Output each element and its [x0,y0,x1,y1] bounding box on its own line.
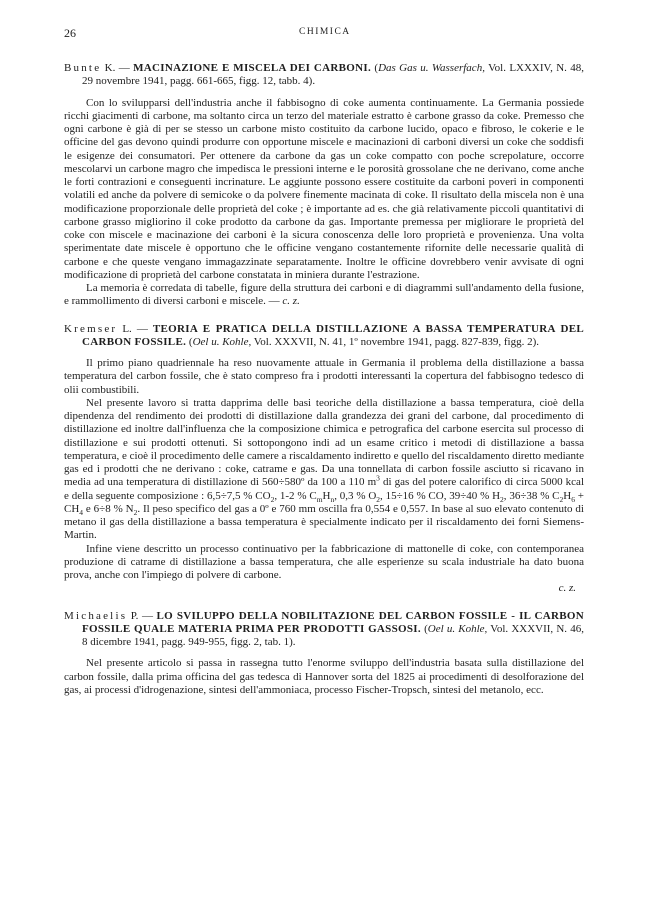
article-title: LO SVILUPPO DELLA NOBILITAZIONE DEL CARBON FOSSILE - IL CARBON FOSSILE QUALE MATERIA PRIMA PER PRODOTTI GASSOSI. [82,609,584,635]
article-column [64,62,584,697]
citation-details: Vol. LXXXIV, N. 48, 29 novembre 1941, pagg. 661-665, figg. 12, tabb. 4). [82,62,585,88]
body-paragraph [64,397,584,543]
paragraph-text: e 6÷8 % N [83,502,134,515]
subscript: n [330,494,335,504]
section-title: CHIMICA [299,27,351,37]
paragraph-text: , 0,3 % O [334,489,377,502]
paragraph-text: , 1-2 % C [274,489,317,502]
subscript: 2 [559,494,564,504]
paragraph-text: H [563,489,572,502]
journal-name: Oel u. Kohle, [427,622,488,635]
paragraph-text: . Il peso specifico del gas a 0º e 760 mm oscilla fra 0,554 e 0,557. In base al suo elevato contenuto di metano il gas della distillazione a bassa temperatura è specialmente indicato per il riscaldamento dei forni Siemens-Martin. [64,502,584,542]
author-initial: L. — [117,322,153,335]
page-number: 26 [64,26,76,40]
author-initial: P. — [127,609,157,622]
abstract-entry [64,323,584,596]
entry-heading [64,62,584,89]
subscript: 6 [571,494,575,504]
author-name: Kremser [64,322,118,335]
journal-name: Oel u. Kohle, [192,335,252,348]
body-paragraph: Con lo svilupparsi dell'industria anche il fabbisogno di coke aumenta continuamente. La Germania possiede ricchi giacimenti di carbone, ma soltanto circa un terzo del materiale estratto è carbone grasso da coke. Premesso che ogni carbone è già di per se stesso un carbone misto costituito da carbone lucido, opaco e fibroso, le cokerie e le officine del gas devono quindi produrre con opportune miscele e macinazioni di carboni diversi un coke che soddisfi le esigenze dei consumatori. Per ottenere da carbone da gas un coke compatto con poche screpolature, occorre mescolarvi un carbone magro che impedisca le pressioni interne e le porosità grossolane che ne derivano, come anche le forti contrazioni e conseguenti incrinature. Le aggiunte possono essere costituite da carboni poveri in componenti volatili ed anche da polvere di semicoke o da polvere finemente macinata di coke. Il risultato della miscela non è una modificazione proporzionale delle proprietà del coke ; è importante ad es. che già relativamente piccoli quantitativi di carbone grasso migliorino il coke prodotto da carbone da gas. Importante premessa per migliorare le proprietà del coke con miscele e macinazione dei carboni è la sicura conoscenza delle loro proprietà e provenienza. Una volta sperimentate date miscele è opportuno che le officine vengano costantemente rifornite delle necessarie qualità di carbone e che queste vengano immagazzinate separatamente. Inoltre le officine dovrebbero venir avvisate di ogni modificazione di proprietà del carbone constatata in miniera durante l'estrazione. [64,96,584,281]
paragraph-text: H [322,489,331,502]
citation-details: Vol. XXXVII, N. 41, 1º novembre 1941, pagg. 827-839, figg. 2). [251,335,539,348]
entry-heading [64,610,584,650]
author-name: Bunte [64,62,102,74]
subscript: 2 [270,494,275,504]
subscript: 2 [376,494,381,504]
body-paragraph [64,282,584,309]
paragraph-text: di gas del potere calorifico di circa 5000 kcal e della seguente composizione : 6,5÷7,5 % CO [64,476,584,502]
abstract-entry [64,62,584,309]
paragraph-text: + CH [64,489,584,515]
citation: (Oel u. Kohle, Vol. XXXVII, N. 41, 1º novembre 1941, pagg. 827-839, figg. 2). [188,335,539,348]
subscript: 2 [500,494,504,504]
author-initial: K. — [101,62,134,74]
superscript: 3 [376,473,380,483]
article-title: TEORIA E PRATICA DELLA DISTILLAZIONE A BASSA TEMPERATURA DEL CARBON FOSSILE. [82,322,584,348]
paragraph-text: La memoria è corredata di tabelle, figure della struttura dei carboni e di diagrammi sull'andamento della fusione, e rammollimento di diversi carboni e miscele. — [64,282,584,308]
signature-line [64,582,584,595]
entry-heading [64,323,584,350]
body-paragraph: Infine viene descritto un processo continuativo per la fabbricazione di mattonelle di coke, con contemporanea produzione di catrame di distillazione a bassa temperatura, che alle esperienze su scala industriale ha dato buona prova, anche con l'impiego di polvere di carbone. [64,542,584,581]
body-paragraph: Nel presente articolo si passa in rassegna tutto l'enorme sviluppo dell'industria basata sulla distillazione del carbon fossile, dalla prima officina del gas tedesca di Hannover sorta del 1825 ai procedimenti di desolforazione del gas, ai processi d'idrogenazione, sintesi dell'ammoniaca, processo Fischer-Tropsch, sintesi del metanolo, ecc. [64,657,584,696]
citation: (Oel u. Kohle, Vol. XXXVII, N. 46, 8 dicembre 1941, pagg. 949-955, figg. 2, tab. 1). [82,622,584,648]
running-header [64,26,584,40]
citation: (Das Gas u. Wasserfach, Vol. LXXXIV, N. 48, 29 novembre 1941, pagg. 661-665, figg. 12, tabb. 4). [82,62,585,88]
paragraph-text: Nel presente lavoro si tratta dapprima delle basi teoriche della distillazione a bassa temperatura, cioè della dipendenza del rendimento dei prodotti di distillazione dalla grandezza dei grani del carbone, dal procedimento di distillazione ed inoltre dall'influenza che la composizione chimica e petrografica del carbone esercita sul processo di distillazione e sui prodotti ottenuti. Si sottopongono indi ad un esame critico i metodi di distillazione a bassa temperatura, e cioè il procedimento delle camere a riscaldamento indiretto e quello del riscaldamento diretto mediante gas ed i prodotti che ne derivano : coke, catrame e gas. Da una tonnellata di carbon fossile asciutto si ricavano in media ad una temperatura di distillazione di 560÷580º da 100 a 110 m [64,396,584,489]
paragraph-text: , 15÷16 % CO, 39÷40 % H [380,489,501,502]
author-name: Michaelis [64,609,128,622]
subscript: m [316,494,323,504]
author-signature: c. z. [558,582,576,595]
author-signature: c. z. [282,295,300,308]
journal-name: Das Gas u. Wasserfach, [378,62,485,74]
abstract-entry [64,610,584,698]
article-title: MACINAZIONE E MISCELA DEI CARBONI. [133,62,372,74]
citation-details: Vol. XXXVII, N. 46, 8 dicembre 1941, pagg. 949-955, figg. 2, tab. 1). [82,622,584,648]
subscript: 2 [133,507,138,517]
paragraph-text: , 36÷38 % C [503,489,560,502]
body-paragraph: Il primo piano quadriennale ha reso nuovamente attuale in Germania il problema della distillazione a bassa temperatura del carbon fossile, che è stato compreso fra i prodotti interessanti la copertura del fabbisogno tedesco di olii combustibili. [64,357,584,396]
subscript: 4 [79,507,84,517]
